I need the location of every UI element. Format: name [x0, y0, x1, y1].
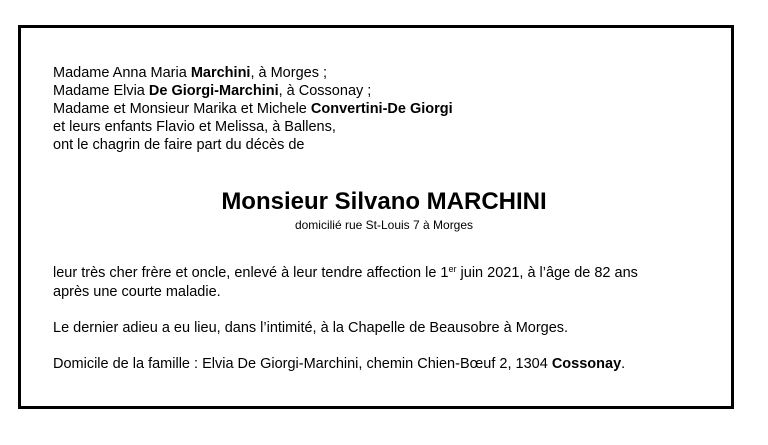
family-line-text: Madame Elvia [53, 83, 149, 99]
deceased-residence: domicilié rue St-Louis 7 à Morges [294, 218, 474, 232]
death-notice [18, 25, 734, 409]
family-line-text: , à Morges ; [250, 65, 328, 81]
family-address-town: Cossonay [551, 356, 622, 372]
family-address-paragraph: Domicile de la famille : Elvia De Giorgi-Marchini, chemin Chien-Bœuf 2, 1304 Cossonay. [53, 356, 626, 372]
deceased-name: Monsieur Silvano MARCHINI [221, 188, 547, 215]
family-line [53, 118, 453, 136]
family-surname: Convertini-De Giorgi [310, 101, 453, 117]
announcement-line: leur très cher frère et oncle, enlevé à leur tendre affection le 1er juin 2021, à l’âge de 82 ans [53, 264, 638, 281]
family-line-text: et leurs enfants Flavio et Melissa, à Ballens, [53, 119, 336, 135]
family-line [53, 100, 453, 118]
family-line-text: ont le chagrin de faire part du décès de [53, 137, 305, 153]
family-surname: De Giorgi-Marchini [148, 83, 279, 99]
family-line [53, 64, 453, 82]
family-line-text: , à Cossonay ; [278, 83, 372, 99]
ordinal-superscript: er [448, 264, 457, 274]
family-line [53, 136, 453, 154]
family-line-text: Madame Anna Maria [53, 65, 191, 81]
deceased-block [21, 188, 731, 233]
family-members [53, 64, 453, 154]
farewell-paragraph: Le dernier adieu a eu lieu, dans l’intimité, à la Chapelle de Beausobre à Morges. [53, 320, 569, 336]
announcement-paragraph [53, 264, 638, 302]
family-line-text: Madame et Monsieur Marika et Michele [53, 101, 311, 117]
family-surname: Marchini [190, 65, 251, 81]
family-line [53, 82, 453, 100]
announcement-line: après une courte maladie. [53, 284, 221, 300]
